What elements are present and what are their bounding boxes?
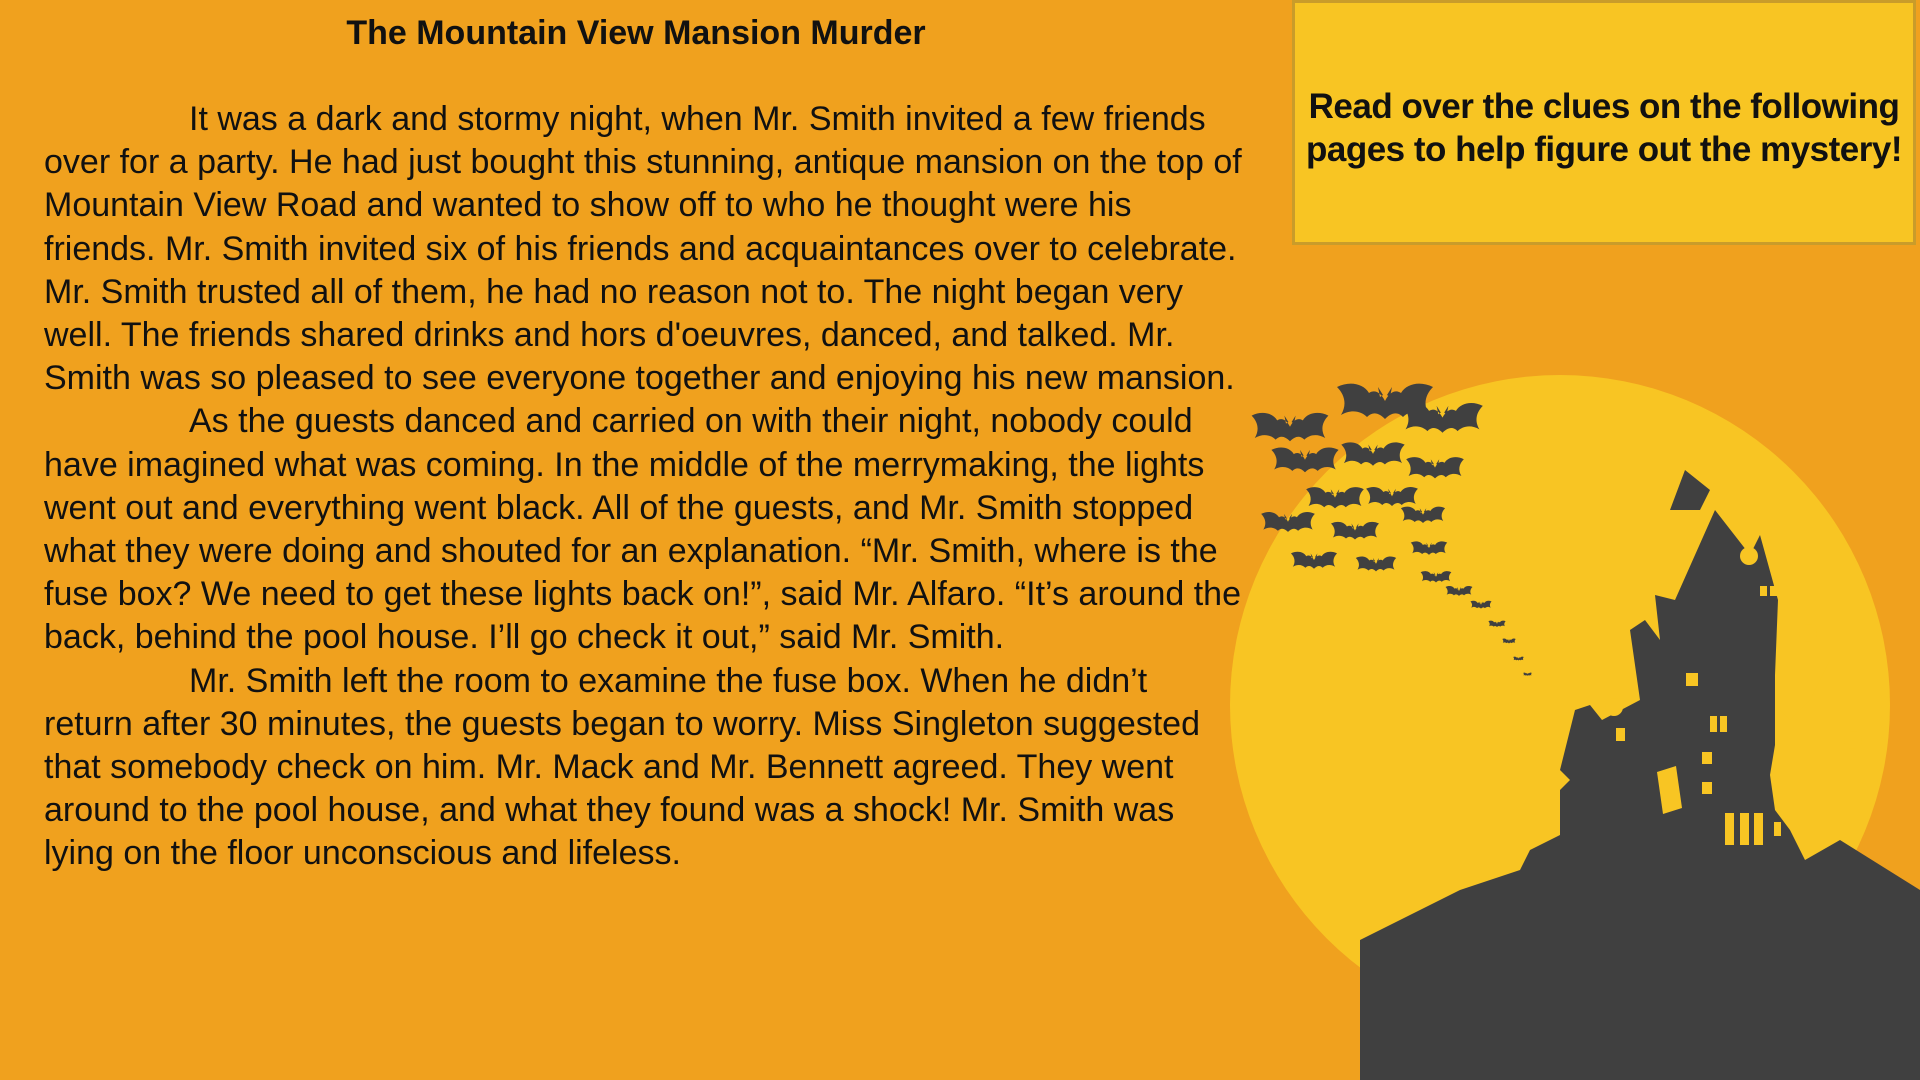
story-paragraph: As the guests danced and carried on with their night, nobody could have imagined what was coming. In the middle of the merrymaking, the lights went out and everything went black. All of the guests, and Mr. Smith stopped what they were doing and shouted for an explanation. “Mr. Smith, where is the fuse box? We need to get these lights back on!”, said Mr. Alfaro. “It’s around the back, behind the pool house. I’ll go check it out,” said Mr. Smith. bbox=[44, 402, 1241, 657]
story-text bbox=[44, 98, 1244, 876]
instruction-callout bbox=[1292, 0, 1916, 245]
instruction-text: Read over the clues on the following pages to help figure out the mystery! bbox=[1305, 87, 1903, 169]
halloween-illustration bbox=[1230, 370, 1920, 1080]
page-title: The Mountain View Mansion Murder bbox=[346, 14, 926, 52]
story-paragraph: Mr. Smith left the room to examine the fuse box. When he didn’t return after 30 minutes, the guests began to worry. Miss Singleton suggested that somebody check on him. Mr. Mack and Mr. Bennett agreed. They went around to the pool house, and what they found was a shock! Mr. Smith was lying on the floor unconscious and lifeless. bbox=[44, 661, 1200, 873]
story-paragraph: It was a dark and stormy night, when Mr. Smith invited a few friends over for a party. He had just bought this stunning, antique mansion on the top of Mountain View Road and wanted to show off to who he thought were his friends. Mr. Smith invited six of his friends and acquaintances over to celebrate. Mr. Smith trusted all of them, he had no reason not to. The night began very well. The friends shared drinks and hors d'oeuvres, danced, and talked. Mr. Smith was so pleased to see everyone together and enjoying his new mansion. bbox=[44, 100, 1242, 398]
